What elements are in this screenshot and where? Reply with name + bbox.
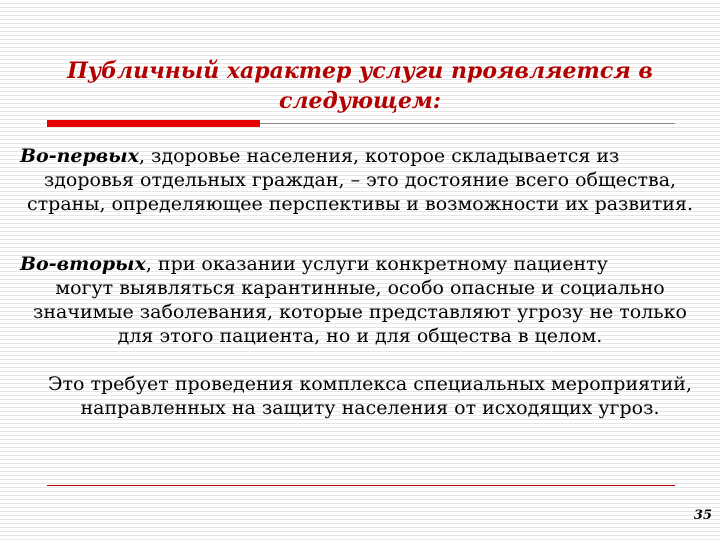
paragraph-second-opening: , при оказании услуги конкретному пациенту <box>145 253 608 275</box>
paragraph-first <box>20 144 700 216</box>
bottom-divider-line <box>47 485 675 486</box>
page-number: 35 <box>693 508 712 523</box>
paragraph-second-line <box>20 252 700 276</box>
slide-title: Публичный характер услуги проявляется в следующем: <box>67 58 653 114</box>
paragraph-second <box>20 252 700 348</box>
paragraph-lead-second: Во-вторых <box>20 253 146 275</box>
title-divider-line <box>260 123 675 124</box>
title-accent-bar <box>47 120 260 127</box>
paragraph-lead-first: Во-первых <box>20 145 139 167</box>
paragraph-first-body: здоровья отдельных граждан, – это достояние всего общества, страны, определяющее перспективы и возможности их развития. <box>27 169 693 215</box>
paragraph-first-opening: , здоровье населения, которое складывается из <box>138 145 620 167</box>
paragraph-first-line <box>20 144 700 168</box>
paragraph-second-body: могут выявляться карантинные, особо опасные и социально значимые заболевания, которые представляют угрозу не только для этого пациента, но и для общества в целом. <box>33 277 687 347</box>
paragraph-third: Это требует проведения комплекса специальных мероприятий, направленных на защиту населения от исходящих угроз. <box>47 373 692 419</box>
